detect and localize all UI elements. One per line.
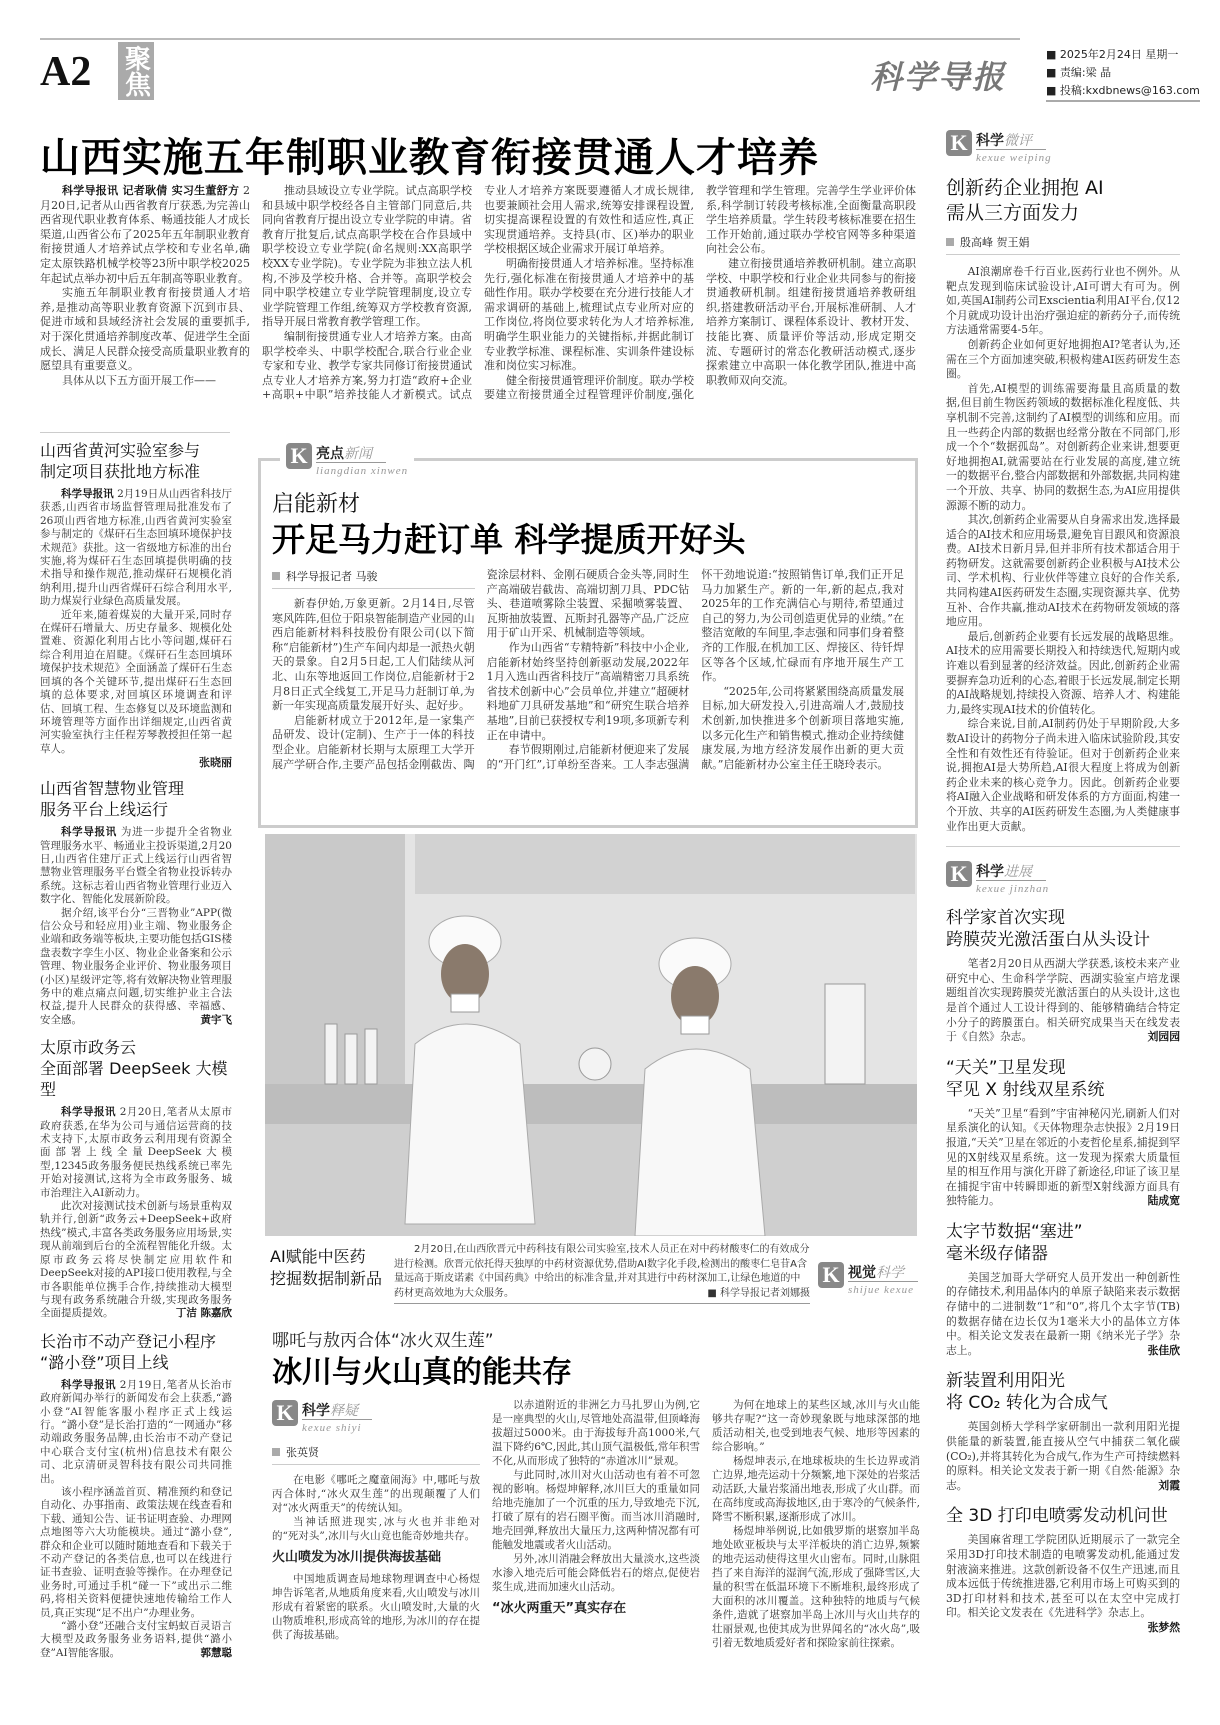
progress-author: 刘园园	[1147, 1030, 1180, 1044]
issue-email: ■ 投稿:kxdbnews@163.com	[1046, 84, 1200, 97]
brief-author: 黄宇飞	[200, 1013, 232, 1026]
lead-paragraph: 编制衔接贯通专业人才培养方案。由高职学校牵头、中职学校配合,联合行业企业专家和专业、教学专家共同修订衔接贯通试点专业人才培养方案,努力打造“政府+企业+高职+中职”培养技能人才新模式。试点专业人才培养方案既要遵循人才成长规律,也要兼顾社会用人需求,统筹安排课程设置,切实提高课程设置的有效性和适应性,真正实现贯通培养。支持县(市、区)举办的职业学校根据区域企业需求开展订单培养。	[262, 184, 694, 402]
progress-title: 科学家首次实现 跨膜荧光激活蛋白从头设计	[946, 908, 1150, 951]
brief-paragraph: 科学导报讯 2月20日,笔者从太原市政府获悉,在华为公司与通信运营商的技术支持下,太原市政务云利用现有资源全面部署上线全量DeepSeek大模型,12345政务服务便民热线系统已率先开始对接测试,这将为全市政务服务、城市治理注入AI新动力。	[40, 1106, 232, 1199]
column-badge-jinzhan	[946, 861, 1180, 895]
bottom-paragraph: 为何在地球上的某些区域,冰川与火山能够共存呢?“这一奇妙现象既与地球深部的地质活动相关,也受到地表气候、地形等因素的综合影响。”	[712, 1399, 920, 1453]
column-badge-weiping	[946, 130, 1180, 164]
brief-article	[40, 778, 232, 1027]
brief-author: 张晓丽	[199, 756, 232, 770]
brief-paragraph: 科学导报讯 2月19日,笔者从长治市政府新闻办举行的新闻发布会上获悉,“潞小登”AI智能客服小程序正式上线运行。“潞小登”是长治打造的“一网通办”移动端政务服务品牌,由长治市不动产登记中心联合支付宝(杭州)信息技术有限公司、北京清研灵智科技有限公司共同推出。	[40, 1378, 232, 1485]
commentary-paragraph: 其次,创新药企业需要从自身需求出发,选择最适合的AI技术和应用场景,避免盲目跟风和资源浪费。AI技术日新月异,但并非所有技术都适合用于药物研发。这就需要创新药企业积极与AI技术公司、学术机构、行业伙伴等建立良好的合作关系,共同构建AI医药研发生态圈,实现资源共享、优势互补、合作共赢,推动AI技术在药物研发领域的落地应用。	[946, 513, 1180, 629]
commentary-byline: 殷高峰 贺王娟	[946, 234, 1180, 255]
divider	[40, 432, 230, 433]
brief-paragraph: 据介绍,该平台分“三晋物业”APP(微信公众号和轻应用)业主端、物业服务企业端和政务端等板块,主要功能包括GIS楼盘表数字孪生小区、物业企业备案和公示管理、物业服务企业评价、物业服务项目(小区)星级评定等,将有效解决物业管理服务中的难点痛点问题,切实维护业主合法权益,提升人民群众的获得感、幸福感、安全感。 黄宇飞	[40, 906, 232, 1026]
lab-photo	[265, 834, 917, 1236]
commentary-paragraph: 创新药企业如何更好地拥抱AI?笔者认为,还需在三个方面加速突破,积极构建AI医药研发生态圈。	[946, 337, 1180, 381]
brief-title: 山西省黄河实验室参与 制定项目获批地方标准	[40, 441, 201, 481]
brief-title: 太原市政务云 全面部署 DeepSeek 大模型	[40, 1038, 228, 1100]
column-pinyin: kexue jinzhan	[976, 883, 1050, 896]
bottom-subheading: 火山喷发为冰川提供海拔基础	[272, 1550, 442, 1565]
progress-text: 英国剑桥大学科学家研制出一款利用阳光提供能量的新装置,能直接从空气中捕获二氧化碳(CO₂),并将其转化为合成气,作为生产可持续燃料的原料。相关论文发表于新一期《自然·能源》杂志。 刘霞	[946, 1420, 1180, 1492]
progress-title: 太字节数据“塞进” 毫米级存储器	[946, 1221, 1083, 1264]
progress-item	[946, 907, 1180, 1045]
column-title: 科学进展	[976, 864, 1046, 881]
progress-text: 笔者2月20日从西湖大学获悉,该校未来产业研究中心、生命科学学院、西湖实验室卢培龙课题组首次实现跨膜荧光激活蛋白的从头设计,这也是首个通过人工设计得到的、能够精确结合特定小分子的跨膜蛋白。相关研究成果当天在线发表于《自然》杂志。 刘园园	[946, 957, 1180, 1044]
column-title: 亮点新闻	[316, 446, 386, 463]
bottom-paragraph: 在电影《哪吒之魔童闹海》中,哪吒与敖丙合体时,“冰火双生莲”的出现颠覆了人们对“冰火两重天”的传统认知。	[272, 1474, 480, 1514]
column-title: 科学微评	[976, 133, 1046, 150]
bottom-subheading: “冰火两重天”真实存在	[492, 1601, 627, 1616]
commentary-title: 创新药企业拥抱 AI 需从三方面发力	[946, 177, 1104, 224]
bottom-paragraph: 另外,冰川消融会释放出大量淡水,这些淡水渗入地壳后可能会降低岩石的熔点,促使岩浆生成,进而加速火山活动。	[492, 1553, 700, 1593]
photo-credit: ■ 科学导报记者刘娜摄	[707, 1287, 810, 1299]
left-briefs	[40, 440, 232, 1660]
commentary-paragraph: AI浪潮席卷千行百业,医药行业也不例外。从靶点发现到临床试验设计,AI可谓大有可为。例如,英国AI制药公司Exscientia利用AI平台,仅12个月就成功设计出治疗强迫症的新药分子,而传统方法通常需要4-5年。	[946, 265, 1180, 337]
brief-title: 山西省智慧物业管理 服务平台上线运行	[40, 779, 185, 820]
section-logo	[118, 42, 154, 100]
commentary-paragraph: 首先,AI模型的训练需要海量且高质量的数据,但目前生物医药领域的数据标准化程度低、共享机制不完善,这制约了AI模型的训练和应用。而且一些药企内部的数据也经常分散在不同部门,形成一个个“数据孤岛”。对创新药企业来讲,想要更好地拥抱AI,就需要站在行业发展的高度,建立统一的数据平台,整合内部数据和外部数据,共同构建一个开放、共享、协同的数据生态,为AI应用提供源源不断的动力。	[946, 381, 1180, 512]
header-rule	[40, 38, 1020, 40]
k-logo-icon: K	[286, 443, 312, 469]
bottom-byline: 张英贤	[272, 1444, 480, 1465]
bottom-paragraph: 与此同时,冰川对火山活动也有着不可忽视的影响。杨煜坤解释,冰川巨大的重量如同给地壳施加了一个沉重的压力,导致地壳下沉,打破了原有的岩石圈平衡。而当冰川消融时,地壳回弹,释放出大量压力,这两种情况都有可能触发地震或者火山活动。	[492, 1469, 700, 1551]
feature-paragraph: 新春伊始,万象更新。2月14日,尽管寒风阵阵,但位于阳泉智能制造产业园的山西启能新材料科技股份有限公司(以下简称“启能新材”)生产车间内却是一派热火朝天的景象。自2月5日起,工人们陆续从河北、山东等地返回工作岗位,启能新材于2月8日正式全线复工,开足马力赶制订单,为新一年实现高质量发展开好头、起好步。	[272, 597, 475, 713]
column-pinyin: kexue shiyi	[302, 1422, 362, 1434]
masthead: 科学导报	[870, 58, 1007, 96]
k-logo-icon: K	[946, 861, 972, 887]
k-logo-icon: K	[272, 1400, 298, 1426]
bottom-paragraph: 当神话照进现实,冰与火也并非绝对的“死对头”,冰川与火山竟也能奇妙地共存。	[272, 1516, 480, 1542]
brief-paragraph: 科学导报讯 2月19日从山西省科技厅获悉,山西省市场监督管理局批准发布了26项山西省地方标准,山西省黄河实验室参与制定的《煤矸石生态回填环境保护技术规范》获批。这一省级地方标准的出台实施,将为煤矸石生态回填提供明确的技术指导和操作规范,推动煤矸石规模化消纳利用,提升山西省煤矸石综合利用水平,助力煤炭行业绿色高质量发展。	[40, 488, 233, 608]
feature-paragraph: 启能新材成立于2012年,是一家集产品研发、设计(定制)、生产于一体的科技型企业。启能新材长期与太原理工大学开展产学研合作,主要产品包括金刚截齿、陶瓷涂层材料、金刚石硬质合金头等,同时生产高端破岩截齿、高端切割刀具、PDC钻头、巷道喷雾除尘装置、采掘喷雾装置、瓦斯抽放装置、瓦斯封孔器等产品,广泛应用于矿山开采、机械制造等领域。	[272, 568, 690, 771]
bottom-paragraph: 以赤道附近的非洲乞力马扎罗山为例,它是一座典型的火山,尽管地处高温带,但顶峰海拔超过5000米。由于海拔每升高1000米,气温下降约6℃,因此,其山顶气温极低,常年积雪不化,从而形成了独特的“赤道冰川”景观。	[492, 1399, 700, 1467]
brief-title: 长治市不动产登记小程序 “潞小登”项目上线	[40, 1331, 217, 1372]
column-badge-shijue	[818, 1262, 918, 1296]
lead-paragraph: 健全衔接贯通管理评价制度。联办学校要建立衔接贯通全过程管理评价制度,强化教学管理和学生管理。完善学生学业评价体系,科学制订转段考核标准,全面衡量高职段学生培养质量。学生转段考核标准要在招生工作开始前,通过联办学校官网等多种渠道向社会公布。	[484, 184, 916, 402]
page-number: A2	[40, 49, 92, 95]
commentary-paragraph: 最后,创新药企业要有长远发展的战略思维。AI技术的应用需要长期投入和持续迭代,短期内或许难以看到显著的经济效益。因此,创新药企业需要摒弃急功近利的心态,着眼于长远发展,制定长期的AI战略规划,持续投入资源、培养人才、构建能力,最终实现AI技术的价值转化。	[946, 629, 1180, 716]
bottom-body	[272, 1398, 920, 1650]
bottom-kicker: 哪吒与敖丙合体“冰火双生莲”	[272, 1331, 494, 1351]
feature-kicker: 启能新材	[272, 492, 361, 517]
bottom-paragraph: 杨煜坤表示,在地球板块的生长边界或消亡边界,地壳运动十分频繁,地下深处的岩浆活动活跃,大量岩浆涌出地表,形成了火山群。而在高纬度或高海拔地区,由于寒冷的气候条件,降雪不断积累,逐渐形成了冰川。	[712, 1455, 920, 1523]
progress-title: 全 3D 打印电喷雾发动机问世	[946, 1506, 1168, 1527]
column-title: 视觉科学	[848, 1265, 918, 1282]
brief-paragraph: “潞小登”还融合支付宝蚂蚁百灵语言大模型及政务服务业务语料,提供“潞小登”AI智能客服。 郭慧聪	[40, 1620, 232, 1659]
lead-headline: 山西实施五年制职业教育衔接贯通人才培养	[40, 135, 819, 181]
lead-paragraph: 具体从以下五方面开展工作——	[62, 373, 216, 387]
feature-paragraph: 春节假期刚过,启能新材便迎来了发展的“开门红”,订单纷至沓来。工人李志强满怀干劲地说道:“按照销售订单,我们正开足马力加紧生产。新的一年,新的起点,我对2025年的工作充满信心与期待,希望通过自己的努力,为公司创造更优异的业绩。”在整洁宽敞的车间里,李志强和同事们身着整齐的工作服,在机加工区、焊接区、待钎焊区等各个区域,忙碌而有序地开展生产工作。	[486, 568, 904, 771]
progress-item	[946, 1505, 1180, 1634]
commentary	[946, 176, 1180, 834]
progress-item	[946, 1221, 1180, 1359]
k-logo-icon: K	[946, 130, 972, 156]
progress-author: 张佳欣	[1147, 1343, 1180, 1357]
bottom-headline: 冰川与火山真的能共存	[272, 1355, 572, 1390]
lead-article-body	[40, 184, 916, 403]
photo-caption: 2月20日,在山西欣晋元中药科技有限公司实验室,技术人员正在对中药材酸枣仁的有效成分进行检测。欣晋元依托得天独厚的中药材资源优势,借助AI数字化手段,检测出的酸枣仁皂苷A含量远高于斯皮诺素《中国药典》中给出的标准含量,并对其进行中药材深加工,让绿色地道的中药材更高效地为大众服务。 ■ 科学导报记者刘娜摄	[394, 1243, 810, 1304]
lead-paragraph: 建立衔接贯通培养教研机制。建立高职学校、中职学校和行业企业共同参与的衔接贯通教研机制。组建衔接贯通培养教研组织,搭建教研活动平台,开展标准研制、人才培养方案制订、课程体系设计、教材开发、技能比赛、质量评价等活动,形成定期交流、专题研讨的常态化教研活动模式,逐步探索建立中高职一体化教学团队,推进中高职教师双向交流。	[706, 256, 916, 387]
progress-author: 陆成宽	[1147, 1194, 1180, 1208]
issue-info	[1046, 46, 1200, 102]
feature-paragraph: “2025年,公司将紧紧围绕高质量发展目标,加大研发投入,引进高端人才,鼓励技术创新,加快推进多个创新项目落地实施,以多元化生产和销售模式,推动企业持续健康发展,为地方经济发展作出新的更大贡献。”启能新材办公室主任王晓玲表示。	[701, 684, 904, 771]
issue-editor: ■ 责编:梁 晶	[1046, 66, 1112, 79]
lead-paragraph: 推动县域设立专业学院。试点高职学校和县域中职学校经各自主管部门同意后,共同向省教育厅提出设立专业学院的申请。省教育厅批复后,试点高职学校在合作县域中职学校设立专业学院(命名规则:XX高职学校XX专业学院)。专业学院为非独立法人机构,不涉及学校升格、合并等。高职学校会同中职学校建立专业学院管理制度,设立专业学院管理工作组,统筹双方学校教育资源,指导开展日常教育教学管理工作。	[262, 184, 472, 329]
column-badge-liangdian	[280, 443, 414, 477]
progress-title: “天关”卫星发现 罕见 X 射线双星系统	[946, 1057, 1105, 1100]
progress-briefs	[946, 907, 1180, 1634]
progress-item	[946, 1370, 1180, 1493]
divider	[946, 846, 1180, 847]
column-pinyin: liangdian xinwen	[316, 465, 409, 477]
commentary-paragraph: 综合来说,目前,AI制药仍处于早期阶段,大多数AI设计的药物分子尚未进入临床试验阶段,其安全性和有效性还有待验证。但对于创新药企业来说,拥抱AI是大势所趋,AI很大程度上将成为创新药企业未来的核心竞争力。因此。创新药企业要将AI融入企业战略和研发体系的方方面面,构建一个开放、共享的AI医药研发生态圈,为人类健康事业作出更大贡献。	[946, 717, 1180, 833]
feature-headline: 开足马力赶订单 科学提质开好头	[272, 520, 746, 559]
photo-title: AI赋能中医药 挖掘数据制新品	[270, 1247, 383, 1288]
progress-text: “天关”卫星“看到”宇宙神秘闪光,刷新人们对星系演化的认知。《天体物理杂志快报》2月19日报道,“天关”卫星在邻近的小麦哲伦星系,捕捉到罕见的X射线双星系统。这一发现为探索大质量恒星的相互作用与演化开辟了新途径,印证了该卫星在捕捉宇宙中转瞬即逝的新型X射线源方面具有独特能力。 陆成宽	[946, 1106, 1180, 1208]
brief-paragraph: 近年来,随着煤炭的大量开采,同时存在煤矸石增量大、历史存量多、规模化处置难、资源化利用占比小等问题,煤矸石综合利用迫在眉睫。《煤矸石生态回填环境保护技术规范》全面涵盖了煤矸石生态回填的各个关键环节,提出煤矸石生态回填的总体要求,对回填区环境调查和评估、回填工程、生态修复以及环境监测和环境管理等方面作出详细规定,山西省黄河实验室执行主任程芳琴教授担任第一起草人。	[40, 608, 232, 755]
k-logo-icon: K	[818, 1262, 844, 1288]
lab-photo-illustration	[265, 834, 917, 1236]
brief-article	[40, 440, 232, 770]
bottom-paragraph: 中国地质调查局地球物理调查中心杨煜坤告诉笔者,从地质角度来看,火山喷发与冰川形成有着紧密的联系。火山喷发时,大量的火山物质堆积,形成高耸的地形,为冰川的存在提供了海拔基础。	[272, 1573, 480, 1641]
brief-author: 郭慧聪	[200, 1646, 232, 1659]
progress-text: 美国麻省理工学院团队近期展示了一款完全采用3D打印技术制造的电喷雾发动机,能通过发射液滴来推进。这款创新设备不仅生产迅速,而且成本远低于传统推进器,它利用市场上可购买到的3D打印材料和技术,甚至可以在太空中完成打印。相关论文发表在《先进科学》杂志上。 张梦然	[946, 1533, 1180, 1634]
section-logo-text: 聚焦	[120, 45, 151, 97]
issue-date: ■ 2025年2月24日 星期一	[1046, 48, 1179, 61]
feature-body	[272, 568, 904, 772]
lead-paragraph: 实施五年制职业教育衔接贯通人才培养,是推动高等职业教育资源下沉到市县、促进市域和县域经济社会发展的重要抓手,对于深化贯通培养制度改革、促进学生全面成长、满足人民群众接受高质量职业教育的愿望具有重要意义。	[40, 286, 250, 373]
progress-text: 美国芝加哥大学研究人员开发出一种创新性的存储技术,利用晶体内的单原子缺陷来表示数据存储中的二进制数“1”和“0”,将几个太字节(TB)的数据存储在边长仅为1毫米大小的晶体立方体中。相关论文发表在最新一期《纳米光子学》杂志上。 张佳欣	[946, 1270, 1180, 1357]
column-pinyin: kexue weiping	[976, 152, 1052, 164]
brief-paragraph: 科学导报讯 为进一步提升全省物业管理服务水平、畅通业主投诉渠道,2月20日,山西省住建厅正式上线运行山西省智慧物业管理服务平台暨全省物业投诉转办系统。这标志着山西省物业管理行业迈入数字化、智能化发展新阶段。	[40, 826, 232, 906]
brief-paragraph: 该小程序涵盖首页、精准预约和登记自动化、办事指南、政策法规在线查看和下载、通知公告、证书证明查验、办理网点地图等六大功能模块。通过“潞小登”,群众和企业可以随时随地查看和下载关于不动产登记的各类信息,也可以在线进行证书查验、证明查验等操作。在办理登记业务时,可通过手机“碰一下”或出示二维码,将相关资料便捷快速地传输给工作人员,真正实现“足不出户”办理业务。	[40, 1485, 232, 1619]
brief-article	[40, 1037, 232, 1321]
column-title: 科学释疑	[302, 1403, 372, 1420]
lead-paragraph: 科学导报讯 记者耿倩 实习生董舒方 2月20日,记者从山西省教育厅获悉,为完善山西省现代职业教育体系、畅通技能人才成长渠道,山西省公布了2025年五年制职业教育衔接贯通人才培养试点学校和专业名单,确定太原铁路机械学校等23所中职学校2025年起试点举办初中后五年制高等职业教育。	[40, 184, 250, 285]
feature-paragraph: 作为山西省“专精特新”科技中小企业,启能新材始终坚持创新驱动发展,2022年1月入选山西省科技厅“高端精密刀具系统省技术创新中心”会员单位,并建立“超硬材料地矿刀具研发基地”和“研究生联合培养基地”,目前已获授权专利19项,多项新专利正在申请中。	[486, 640, 690, 742]
brief-article	[40, 1331, 232, 1661]
progress-title: 新装置利用阳光 将 CO₂ 转化为合成气	[946, 1371, 1108, 1414]
right-column	[946, 130, 1180, 1636]
progress-author: 刘霞	[1158, 1478, 1180, 1492]
lead-paragraph: 明确衔接贯通人才培养标准。坚持标准先行,强化标准在衔接贯通人才培养中的基础性作用。联办学校要在充分进行技能人才需求调研的基础上,梳理试点专业所对应的工作岗位,将岗位要求转化为人才培养标准,明确学生职业能力的关键指标,并据此制订专业教学标准、课程标准、实训条件建设标准和岗位实习标准。	[484, 256, 694, 373]
column-pinyin: shijue kexue	[848, 1284, 915, 1296]
brief-paragraph: 此次对接测试技术创新与场景重构双轨并行,创新“政务云+DeepSeek+政府热线”模式,丰富各类政务服务应用场景,实现从前端到后台的全流程智能化升级。太原市政务云将尽快制定应用软件和DeepSeek对接的API接口使用教程,与全市各职能单位携手合作,持续推动大模型与现有政务系统融合升级,实现政务服务全面提质提效。 丁洁 陈嘉欣	[40, 1200, 232, 1320]
badge-spacer	[272, 1398, 480, 1444]
progress-author: 张梦然	[1147, 1620, 1180, 1634]
feature-byline: 科学导报记者 马骏	[272, 568, 475, 589]
bottom-paragraph: 杨煜坤举例说,比如俄罗斯的堪察加半岛地处欧亚板块与太平洋板块的消亡边界,频繁的地壳运动使得这里火山密布。同时,山脉阻挡了来自海洋的湿润气流,形成了强降雪区,大量的积雪在低温环境下不断堆积,最终形成了大面积的冰川覆盖。这种独特的地质与气候条件,造就了堪察加半岛上冰川与火山共存的壮丽景观,也使其成为世界闻名的“冰火岛”,吸引着无数地质爱好者和探险家前往探索。	[712, 1525, 920, 1649]
progress-item	[946, 1057, 1180, 1209]
brief-author: 丁洁 陈嘉欣	[175, 1307, 232, 1320]
